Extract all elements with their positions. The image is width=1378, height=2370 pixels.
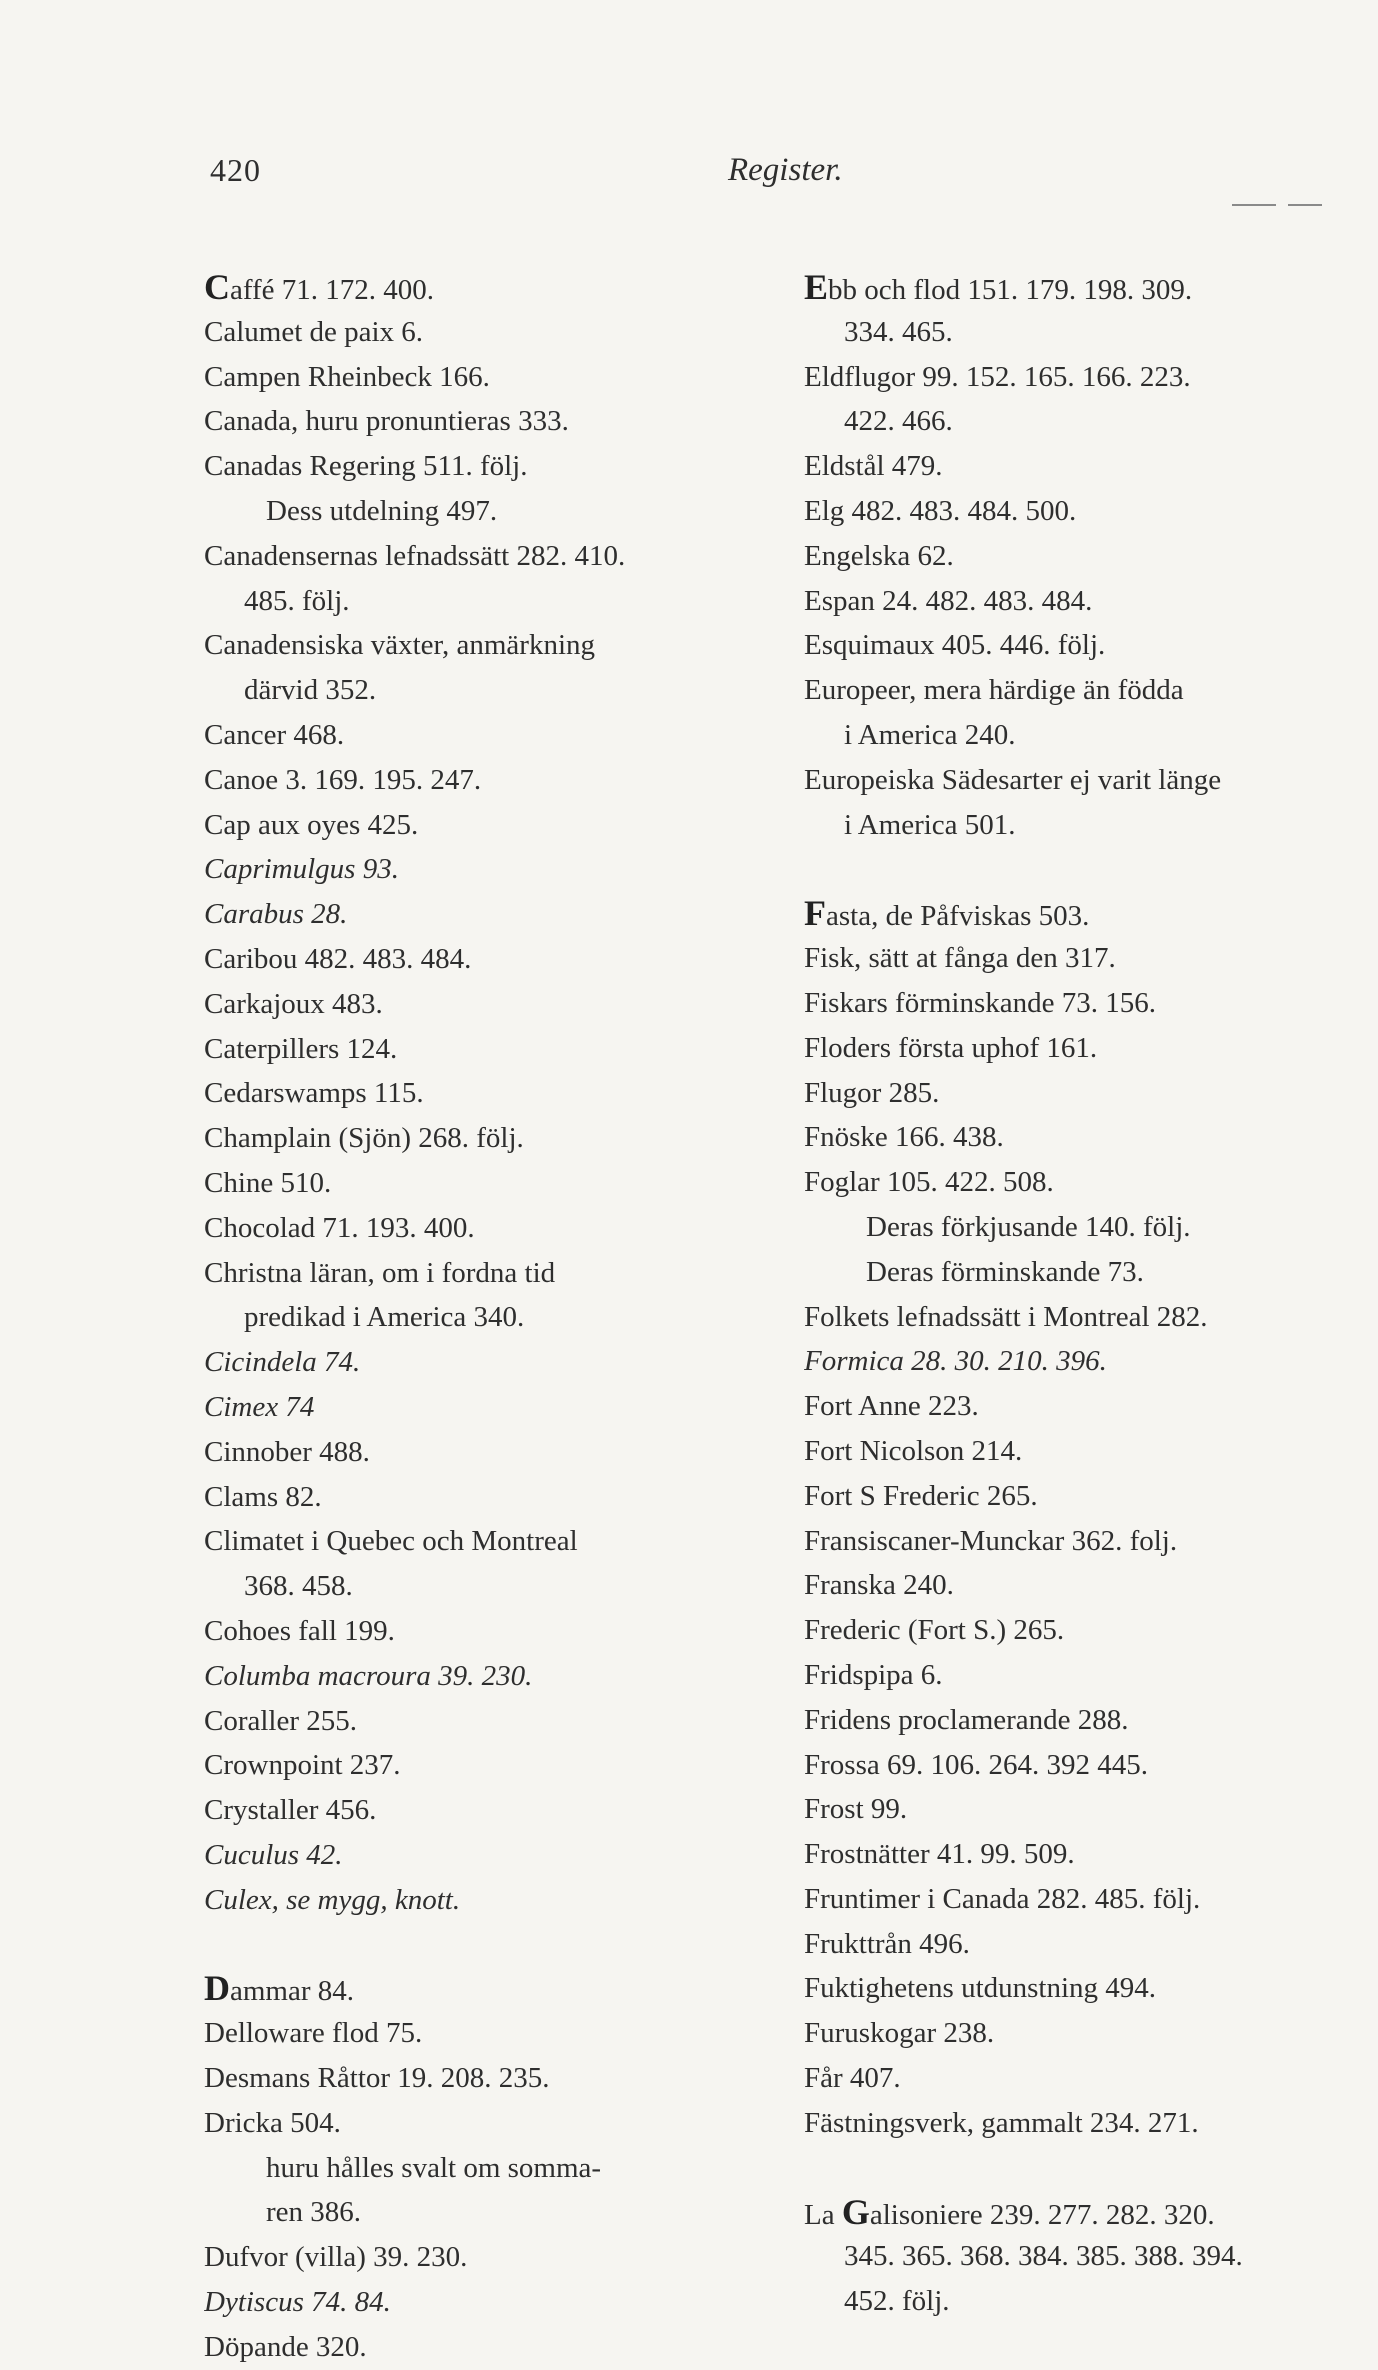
entry-text: Eldflugor 99. 152. 165. 166. 223. (804, 360, 1191, 393)
index-entry (804, 1653, 1378, 1698)
index-entry (804, 310, 1378, 355)
index-entry (804, 1608, 1378, 1653)
index-entry (204, 2101, 784, 2146)
entry-text: Chine 510. (204, 1166, 332, 1199)
entry-text: Canadas Regering 511. följ. (204, 450, 528, 483)
entry-text: Cicindela 74. (204, 1346, 361, 1379)
section-first-entry (204, 265, 784, 310)
index-entry (804, 1250, 1378, 1295)
entry-text: Dytiscus 74. 84. (204, 2286, 391, 2319)
index-entry (204, 1654, 784, 1699)
index-entry (804, 936, 1378, 981)
header-rule-end (1288, 204, 1322, 206)
index-entry (204, 892, 784, 937)
entry-text: Culex, se mygg, knott. (204, 1883, 461, 1916)
entry-prefix: La (804, 2198, 842, 2231)
index-entry (804, 1743, 1378, 1788)
index-entry (204, 668, 784, 713)
entry-text: Campen Rheinbeck 166. (204, 360, 490, 393)
entry-text: 422. 466. (844, 405, 953, 438)
entry-text: huru hålles svalt om somma- (266, 2151, 602, 2184)
entry-text: Chocolad 71. 193. 400. (204, 1211, 475, 1244)
entry-text: 485. följ. (244, 584, 350, 617)
entry-text: Delloware flod 75. (204, 2017, 423, 2050)
entry-text: Clams 82. (204, 1480, 322, 1513)
entry-text: Calumet de paix 6. (204, 315, 424, 348)
index-entry (204, 623, 784, 668)
index-entry (204, 399, 784, 444)
index-entry (204, 444, 784, 489)
index-entry (804, 713, 1378, 758)
index-entry (804, 1205, 1378, 1250)
entry-text: Fiskars förminskande 73. 156. (804, 986, 1156, 1019)
index-entry (204, 534, 784, 579)
entry-text: Canoe 3. 169. 195. 247. (204, 763, 482, 796)
section-gap (804, 847, 1378, 891)
index-entry (804, 2279, 1378, 2324)
index-entry (804, 1384, 1378, 1429)
entry-text: Folkets lefnadssätt i Montreal 282. (804, 1300, 1208, 1333)
entry-text: Cimex 74 (204, 1390, 315, 1423)
entry-text: därvid 352. (244, 674, 377, 707)
index-entry (204, 1788, 784, 1833)
entry-text: Fnöske 166. 438. (804, 1121, 1004, 1154)
index-entry (204, 2146, 784, 2191)
entry-text: Crownpoint 237. (204, 1749, 401, 1782)
page-header (0, 152, 1378, 202)
section-initial-letter: G (841, 2191, 870, 2232)
entry-text: Cancer 468. (204, 718, 345, 751)
entry-text: Furuskogar 238. (804, 2017, 995, 2050)
running-title: Register. (728, 152, 843, 188)
index-entry (204, 2056, 784, 2101)
entry-text: Frederic (Fort S.) 265. (804, 1614, 1065, 1647)
index-entry (804, 1922, 1378, 1967)
entry-text: ren 386. (266, 2196, 362, 2229)
entry-text: i America 240. (844, 718, 1016, 751)
index-entry (804, 1563, 1378, 1608)
index-entry (804, 758, 1378, 803)
entry-text: Floders första uphof 161. (804, 1031, 1098, 1064)
index-entry (204, 2235, 784, 2280)
entry-text: Franska 240. (804, 1569, 954, 1602)
section-initial-letter: F (804, 893, 826, 934)
index-entry (204, 1161, 784, 1206)
entry-text: Europeiska Sädesarter ej varit länge (804, 763, 1222, 796)
section-gap (204, 1922, 784, 1966)
entry-text: Christna läran, om i fordna tid (204, 1256, 556, 1289)
entry-text: Caterpillers 124. (204, 1032, 398, 1065)
index-entry (204, 713, 784, 758)
index-entry (204, 1609, 784, 1654)
entry-text: Frukttrån 496. (804, 1927, 970, 1960)
section-initial-letter: C (204, 267, 230, 307)
entry-text: Crystaller 456. (204, 1794, 377, 1827)
index-entry (804, 399, 1378, 444)
entry-text: 368. 458. (244, 1570, 353, 1603)
index-column-left (204, 265, 784, 2370)
entry-text: Carabus 28. (204, 898, 348, 931)
index-entry (804, 1787, 1378, 1832)
entry-text: Esquimaux 405. 446. följ. (804, 629, 1106, 662)
entry-text: Foglar 105. 422. 508. (804, 1166, 1054, 1199)
entry-text: Caribou 482. 483. 484. (204, 942, 472, 975)
entry-text: Deras förkjusande 140. följ. (866, 1210, 1191, 1243)
index-entry (204, 847, 784, 892)
entry-text: Caprimulgus 93. (204, 853, 399, 886)
section-first-entry (804, 891, 1378, 936)
index-entry (204, 1116, 784, 1161)
index-entry (804, 1071, 1378, 1116)
index-entry (804, 1877, 1378, 1922)
index-entry (804, 1966, 1378, 2011)
header-rule (1232, 204, 1276, 206)
entry-text: Champlain (Sjön) 268. följ. (204, 1122, 524, 1155)
index-entry (804, 534, 1378, 579)
entry-text: Fransiscaner-Munckar 362. folj. (804, 1524, 1178, 1557)
entry-text: ammar 84. (230, 1975, 355, 2008)
section-first-entry (204, 1966, 784, 2011)
entry-text: i America 501. (844, 808, 1016, 841)
entry-text: bb och flod 151. 179. 198. 309. (828, 274, 1193, 306)
entry-text: Frossa 69. 106. 264. 392 445. (804, 1748, 1148, 1781)
index-entry (204, 1519, 784, 1564)
index-entry (804, 803, 1378, 848)
index-entry (804, 1295, 1378, 1340)
index-entry (204, 2190, 784, 2235)
entry-text: Fridspipa 6. (804, 1658, 943, 1691)
index-entry (204, 1699, 784, 1744)
index-entry (204, 1430, 784, 1475)
index-entry (804, 1698, 1378, 1743)
index-entry (204, 1743, 784, 1788)
entry-text: Fisk, sätt at fånga den 317. (804, 942, 1116, 975)
index-entry (804, 1832, 1378, 1877)
entry-text: Cinnober 488. (204, 1435, 370, 1468)
entry-text: Cuculus 42. (204, 1838, 343, 1871)
entry-text: asta, de Påfviskas 503. (826, 900, 1090, 933)
index-entry (204, 2011, 784, 2056)
index-entry (804, 1026, 1378, 1071)
entry-text: Engelska 62. (804, 539, 954, 572)
index-entry (804, 1115, 1378, 1160)
index-column-right (804, 265, 1378, 2324)
entry-text: Fästningsverk, gammalt 234. 271. (804, 2106, 1199, 2139)
entry-text: Elg 482. 483. 484. 500. (804, 494, 1077, 527)
index-entry (204, 937, 784, 982)
index-entry (204, 2280, 784, 2325)
entry-text: Får 407. (804, 2062, 901, 2095)
section-first-entry (804, 2190, 1378, 2235)
entry-text: 345. 365. 368. 384. 385. 388. 394. (844, 2240, 1243, 2273)
index-entry (804, 981, 1378, 1026)
entry-text: Flugor 285. (804, 1076, 940, 1109)
index-entry (204, 1027, 784, 1072)
index-entry (804, 1474, 1378, 1519)
entry-text: Coraller 255. (204, 1704, 358, 1737)
index-entry (204, 803, 784, 848)
index-entry (204, 1564, 784, 1609)
entry-text: affé 71. 172. 400. (230, 274, 435, 306)
index-entry (204, 2325, 784, 2370)
entry-text: Espan 24. 482. 483. 484. (804, 584, 1093, 617)
entry-text: Canadensiska växter, anmärkning (204, 629, 596, 662)
index-entry (204, 1475, 784, 1520)
entry-text: Frost 99. (804, 1793, 908, 1826)
index-entry (204, 1251, 784, 1296)
section-first-entry (804, 265, 1378, 310)
index-entry (804, 2101, 1378, 2146)
entry-text: Formica 28. 30. 210. 396. (804, 1345, 1107, 1378)
index-entry (804, 2056, 1378, 2101)
entry-text: Desmans Råttor 19. 208. 235. (204, 2062, 550, 2095)
entry-text: Fort Nicolson 214. (804, 1434, 1023, 1467)
entry-text: 452. följ. (844, 2285, 950, 2318)
entry-text: Dricka 504. (204, 2106, 341, 2139)
index-entry (804, 1429, 1378, 1474)
entry-text: Climatet i Quebec och Montreal (204, 1525, 578, 1558)
index-entry (204, 489, 784, 534)
index-entry (204, 355, 784, 400)
index-entry (804, 2011, 1378, 2056)
entry-text: Fruntimer i Canada 282. 485. följ. (804, 1882, 1201, 1915)
index-entry (204, 982, 784, 1027)
section-initial-letter: D (204, 1968, 230, 2009)
entry-text: Carkajoux 483. (204, 987, 383, 1020)
entry-text: Fort S Frederic 265. (804, 1479, 1038, 1512)
index-entry (204, 1833, 784, 1878)
entry-text: Canada, huru pronuntieras 333. (204, 405, 569, 438)
index-entry (804, 355, 1378, 400)
entry-text: Cohoes fall 199. (204, 1614, 395, 1647)
index-entry (804, 1160, 1378, 1205)
section-gap (804, 2146, 1378, 2190)
entry-text: Cedarswamps 115. (204, 1077, 424, 1110)
index-entry (804, 668, 1378, 713)
entry-text: Dess utdelning 497. (266, 494, 498, 527)
index-entry (204, 1206, 784, 1251)
entry-text: Frostnätter 41. 99. 509. (804, 1838, 1075, 1871)
entry-text: Fort Anne 223. (804, 1390, 979, 1423)
index-entry (204, 758, 784, 803)
index-entry (804, 1519, 1378, 1564)
index-entry (204, 1340, 784, 1385)
index-entry (804, 579, 1378, 624)
index-entry (804, 444, 1378, 489)
index-entry (804, 623, 1378, 668)
entry-text: Deras förminskande 73. (866, 1255, 1144, 1288)
entry-text: Fuktighetens utdunstning 494. (804, 1972, 1157, 2005)
entry-text: 334. 465. (844, 315, 953, 348)
entry-text: Cap aux oyes 425. (204, 808, 419, 841)
page-number: 420 (210, 152, 261, 188)
entry-text: alisoniere 239. 277. 282. 320. (869, 2198, 1215, 2231)
index-entry (204, 1385, 784, 1430)
index-entry (804, 2234, 1378, 2279)
entry-text: Europeer, mera härdige än födda (804, 674, 1184, 707)
entry-text: Fridens proclamerande 288. (804, 1703, 1129, 1736)
entry-text: predikad i America 340. (244, 1301, 525, 1334)
index-entry (804, 1339, 1378, 1384)
entry-text: Canadensernas lefnadssätt 282. 410. (204, 539, 626, 572)
index-entry (204, 310, 784, 355)
index-entry (204, 1878, 784, 1923)
index-entry (204, 579, 784, 624)
index-entry (204, 1295, 784, 1340)
index-entry (204, 1071, 784, 1116)
entry-text: Dufvor (villa) 39. 230. (204, 2241, 468, 2274)
index-entry (804, 489, 1378, 534)
section-initial-letter: E (804, 267, 829, 307)
entry-text: Döpande 320. (204, 2330, 367, 2363)
entry-text: Columba macroura 39. 230. (204, 1659, 533, 1692)
entry-text: Eldstål 479. (804, 450, 943, 483)
